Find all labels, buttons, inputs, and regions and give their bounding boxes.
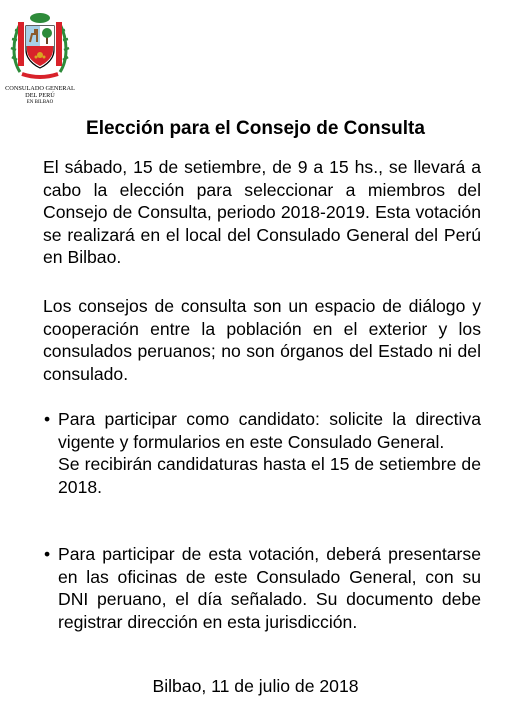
peru-coat-of-arms-icon	[10, 10, 70, 82]
voting-instructions: Para participar de esta votación, deberá presentarse en las oficinas de este Consulado General, con su DNI peruano, el día señalado. Su documento debe registrar dirección en esta jurisdicción.	[58, 544, 481, 632]
logo-text-line-1: CONSULADO GENERAL	[5, 85, 75, 92]
bullet-marker: •	[44, 409, 51, 429]
description-paragraph: Los consejos de consulta son un espacio de diálogo y cooperación entre la población en el exterior y los consulados peruanos; no son órganos del Estado ni del consulado.	[43, 296, 481, 384]
logo-text-line-3: EN BILBAO	[26, 100, 54, 105]
consulate-logo	[4, 6, 76, 106]
candidate-instructions: Para participar como candidato: solicite la directiva vigente y formularios en este Consulado General.	[58, 409, 481, 452]
list-item-candidate	[44, 408, 481, 498]
list-item-voting	[44, 543, 481, 633]
list-item-text	[58, 408, 481, 498]
list-item-text	[58, 543, 481, 633]
date-line: Bilbao, 11 de julio de 2018	[152, 676, 359, 696]
intro-paragraph: El sábado, 15 de setiembre, de 9 a 15 hs., se llevará a cabo la elección para seleccionar a miembros del Consejo de Consulta, periodo 2018-2019. Esta votación se realizará en el local del Consulado General del Perú en Bilbao.	[43, 157, 481, 268]
page-title: Elección para el Consejo de Consulta	[86, 118, 425, 139]
bullet-marker: •	[44, 544, 51, 564]
candidate-deadline: Se recibirán candidaturas hasta el 15 de setiembre de 2018.	[58, 454, 481, 497]
logo-text-line-2: DEL PERÚ	[25, 92, 55, 99]
